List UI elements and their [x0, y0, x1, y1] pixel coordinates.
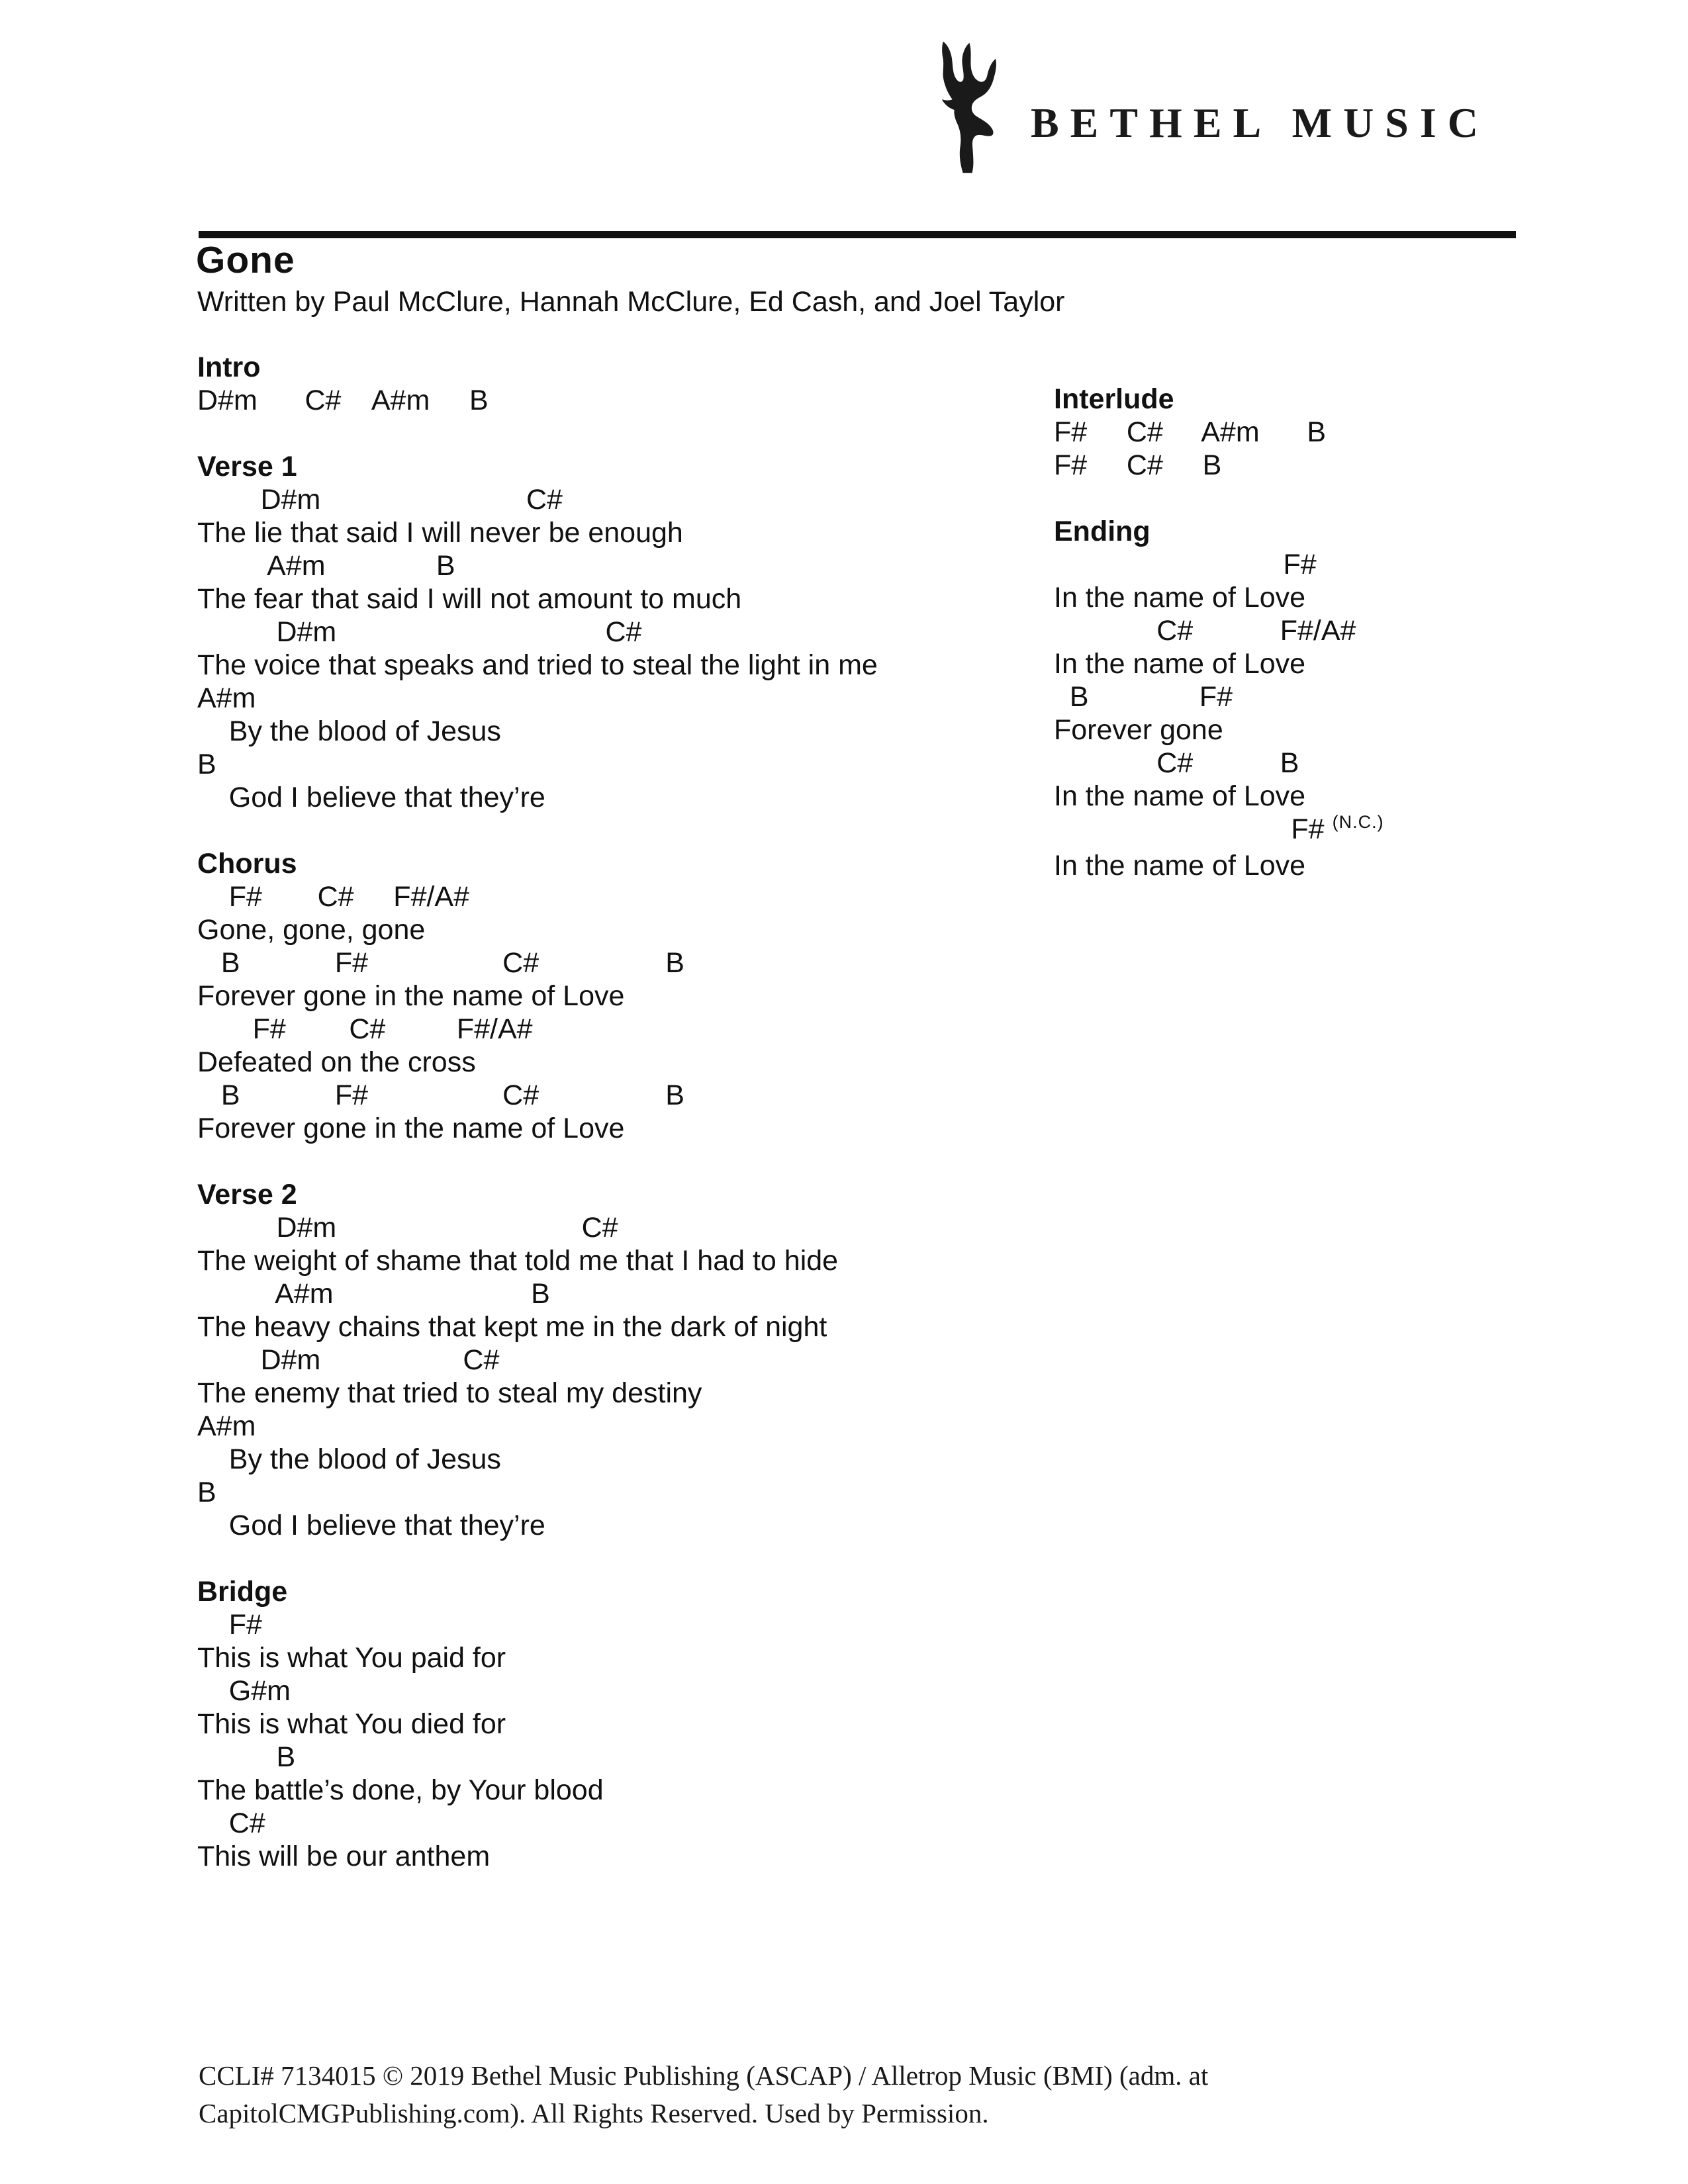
chord-line: F#: [197, 1609, 262, 1641]
songwriters-byline: Written by Paul McClure, Hannah McClure, Ed Cash, and Joel Taylor: [197, 286, 1065, 318]
no-chord-annotation: (N.C.): [1332, 812, 1384, 832]
section-header: Intro: [197, 351, 261, 383]
lyric-line: The fear that said I will not amount to much: [197, 583, 742, 615]
song-section: [197, 450, 878, 814]
lyric-line: This is what You paid for: [197, 1642, 506, 1674]
lyric-line: God I believe that they’re: [197, 782, 545, 813]
section-header: Verse 1: [197, 451, 297, 482]
chord-line: A#m: [197, 682, 256, 714]
lyric-line: In the name of Love: [1054, 582, 1306, 614]
lyric-line: In the name of Love: [1054, 648, 1306, 680]
chord-line: A#m B: [197, 550, 455, 582]
song-section: [1054, 383, 1384, 482]
lyric-line: The heavy chains that kept me in the dark of night: [197, 1311, 827, 1343]
chord-line: G#m: [197, 1675, 291, 1707]
song-title: Gone: [196, 239, 295, 281]
chord-line: D#m C#: [197, 1212, 618, 1244]
chord-line: B: [197, 1741, 296, 1773]
lyric-line: Gone, gone, gone: [197, 914, 426, 946]
chord-line: C# B: [1054, 747, 1299, 779]
section-header: Ending: [1054, 516, 1150, 547]
chord-line: F# C# A#m B: [1054, 416, 1327, 448]
lyric-line: In the name of Love: [1054, 780, 1306, 812]
chord-line: B: [197, 749, 216, 780]
lyric-line: The battle’s done, by Your blood: [197, 1774, 604, 1806]
lyric-line: Forever gone: [1054, 714, 1223, 746]
section-header: Chorus: [197, 848, 297, 880]
chord-line: F# C# F#/A#: [197, 881, 470, 913]
lyric-line: The voice that speaks and tried to steal the light in me: [197, 649, 878, 681]
chord-line: D#m C# A#m B: [197, 385, 489, 416]
chord-line: F# $^{(N.C.)}$: [1054, 812, 1384, 845]
lyric-line: Defeated on the cross: [197, 1046, 476, 1078]
chord-line: A#m: [197, 1410, 256, 1442]
copyright-line-2: CapitolCMGPublishing.com). All Rights Reserved. Used by Permission.: [199, 2098, 989, 2128]
brand-name: BETHEL MUSIC: [1030, 99, 1489, 146]
lyric-line: Forever gone in the name of Love: [197, 1113, 625, 1144]
lyric-line: This is what You died for: [197, 1708, 506, 1740]
copyright-line-1: CCLI# 7134015 © 2019 Bethel Music Publishing (ASCAP) / Alletrop Music (BMI) (adm. at: [199, 2060, 1209, 2091]
chord-line: F# C# F#/A#: [197, 1013, 533, 1045]
chord-line: B F#: [1054, 681, 1233, 713]
chord-line: D#m C#: [197, 1344, 500, 1376]
lyric-line: God I believe that they’re: [197, 1510, 545, 1541]
chord-line: A#m B: [197, 1278, 550, 1310]
lyric-line: The lie that said I will never be enough: [197, 517, 683, 549]
lyric-line: Forever gone in the name of Love: [197, 980, 625, 1012]
header-divider: [199, 231, 1516, 238]
section-header: Interlude: [1054, 383, 1174, 415]
section-header: Bridge: [197, 1576, 288, 1608]
song-section: [197, 1575, 878, 1873]
chord-line: C# F#/A#: [1054, 615, 1356, 647]
lyric-line: The weight of shame that told me that I had to hide: [197, 1245, 839, 1277]
song-section: [1054, 515, 1384, 882]
lyric-line: The enemy that tried to steal my destiny: [197, 1377, 702, 1409]
deer-icon: [926, 41, 1008, 173]
lyric-line: In the name of Love: [1054, 850, 1306, 882]
lyric-line: By the blood of Jesus: [197, 1443, 501, 1475]
chord-line: B F# C# B: [197, 947, 684, 979]
chord-line: F#: [1054, 549, 1317, 580]
lyric-line: This will be our anthem: [197, 1841, 491, 1872]
chord-line: B: [197, 1477, 216, 1508]
lyric-line: By the blood of Jesus: [197, 715, 501, 747]
song-section: [197, 351, 878, 417]
chord-line: C#: [197, 1807, 265, 1839]
chord-line: B F# C# B: [197, 1079, 684, 1111]
copyright-footer: [199, 2057, 1208, 2132]
bethel-music-logo: [926, 41, 1489, 173]
chord-line: D#m C#: [197, 616, 642, 648]
left-column: [197, 351, 878, 1906]
chord-line: D#m C#: [197, 484, 563, 516]
song-section: [197, 1178, 878, 1542]
song-section: [197, 847, 878, 1145]
right-column: [1054, 383, 1384, 915]
chord-line: F# C# B: [1054, 449, 1222, 481]
section-header: Verse 2: [197, 1179, 297, 1210]
